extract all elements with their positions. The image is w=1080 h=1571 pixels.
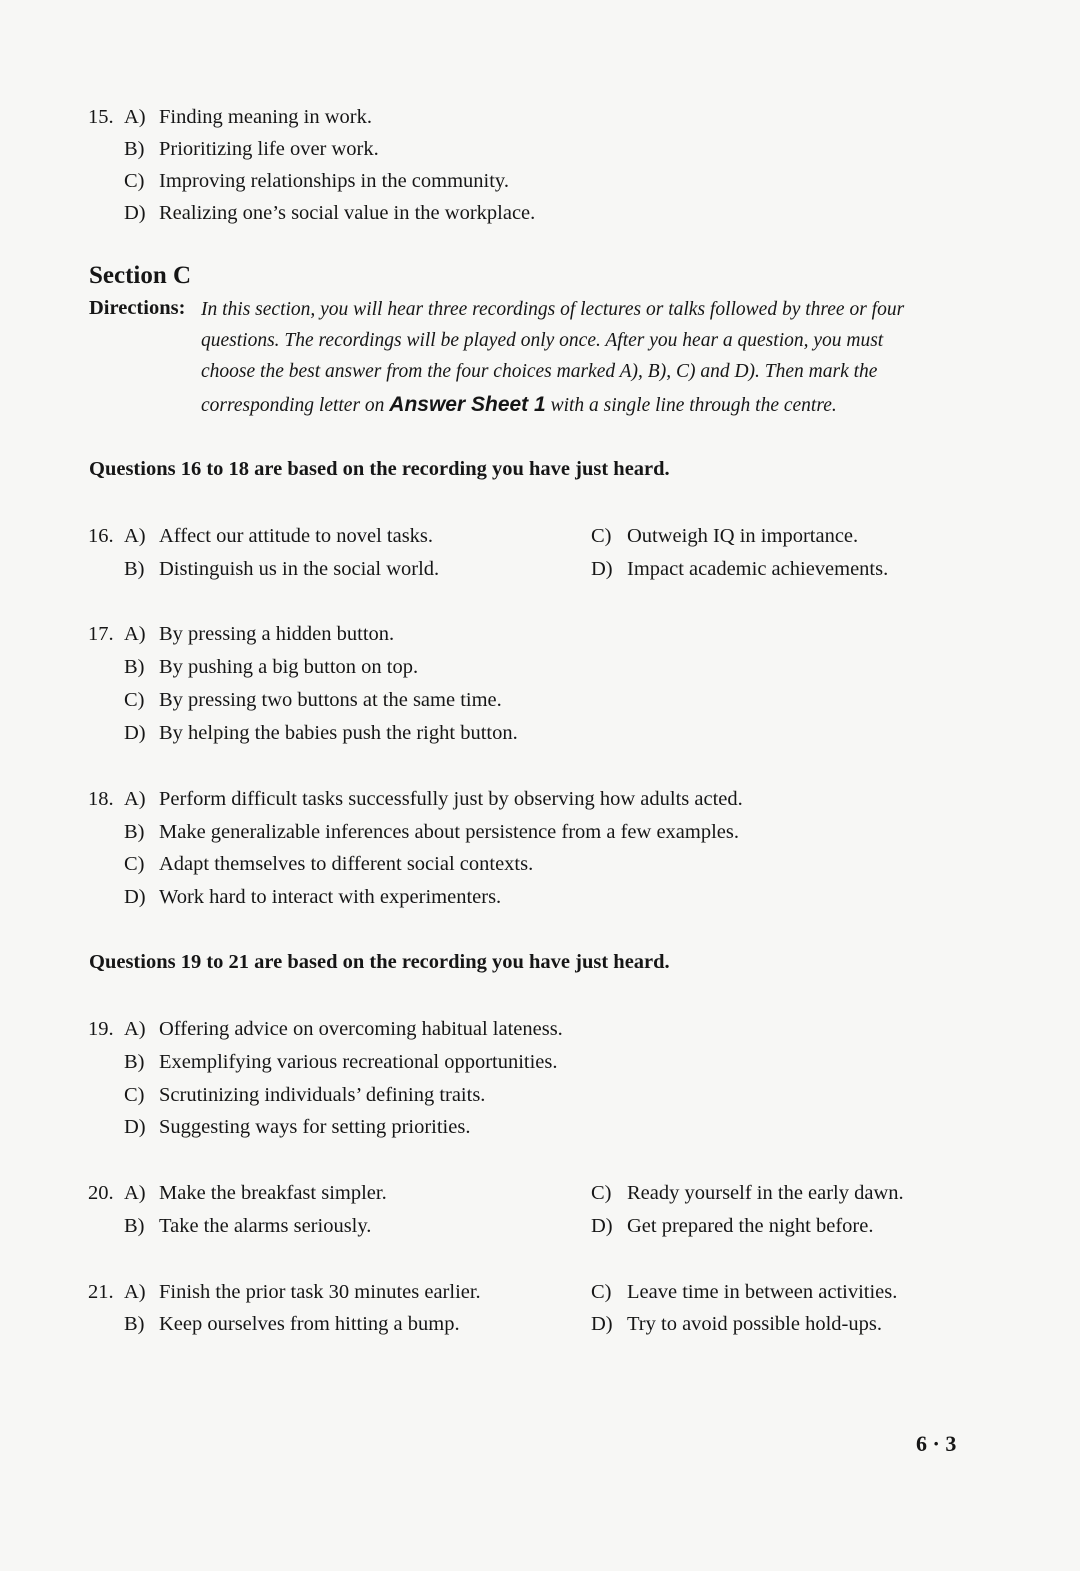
- question-group-header: Questions 19 to 21 are based on the recording you have just heard.: [89, 951, 670, 973]
- option-letter: C): [591, 1281, 612, 1303]
- option-letter: D): [124, 1116, 146, 1138]
- option-letter: C): [124, 1084, 145, 1106]
- option-letter: B): [124, 1313, 145, 1335]
- option-text: Realizing one’s social value in the workplace.: [159, 202, 536, 224]
- option-letter: D): [591, 558, 613, 580]
- option-letter: C): [124, 689, 145, 711]
- directions-text: corresponding letter on: [201, 395, 390, 416]
- option-letter: D): [124, 886, 146, 908]
- option-text: Outweigh IQ in importance.: [627, 525, 859, 547]
- option-text: By pressing two buttons at the same time.: [159, 689, 502, 711]
- option-text: Keep ourselves from hitting a bump.: [159, 1313, 460, 1335]
- option-text: Exemplifying various recreational opportunities.: [159, 1051, 558, 1073]
- option-letter: A): [124, 623, 146, 645]
- option-text: Try to avoid possible hold-ups.: [627, 1313, 882, 1335]
- option-text: Scrutinizing individuals’ defining traits.: [159, 1084, 486, 1106]
- option-letter: A): [124, 788, 146, 810]
- option-letter: C): [591, 1182, 612, 1204]
- option-letter: A): [124, 106, 146, 128]
- option-letter: A): [124, 1182, 146, 1204]
- option-text: Ready yourself in the early dawn.: [627, 1182, 904, 1204]
- option-text: Affect our attitude to novel tasks.: [159, 525, 434, 547]
- answer-sheet-label: Answer Sheet 1: [389, 393, 546, 416]
- question-number: 16.: [88, 525, 114, 547]
- option-text: Finding meaning in work.: [159, 106, 372, 128]
- option-text: Suggesting ways for setting priorities.: [159, 1116, 471, 1138]
- directions-text: with a single line through the centre.: [545, 395, 837, 416]
- option-letter: D): [591, 1313, 613, 1335]
- option-letter: A): [124, 1281, 146, 1303]
- option-text: Take the alarms seriously.: [159, 1215, 372, 1237]
- section-title: Section C: [89, 262, 192, 289]
- question-number: 17.: [88, 623, 114, 645]
- option-text: Improving relationships in the community.: [159, 170, 509, 192]
- directions-line-1: In this section, you will hear three recordings of lectures or talks followed by three or four: [201, 299, 905, 320]
- option-text: Work hard to interact with experimenters.: [159, 886, 502, 908]
- option-text: Make the breakfast simpler.: [159, 1182, 387, 1204]
- option-letter: C): [124, 170, 145, 192]
- option-text: Impact academic achievements.: [627, 558, 889, 580]
- option-letter: D): [124, 722, 146, 744]
- option-text: Leave time in between activities.: [627, 1281, 898, 1303]
- option-text: Perform difficult tasks successfully just by observing how adults acted.: [159, 788, 743, 810]
- question-number: 15.: [88, 106, 114, 128]
- question-group-header: Questions 16 to 18 are based on the recording you have just heard.: [89, 458, 670, 480]
- question-number: 20.: [88, 1182, 114, 1204]
- option-letter: B): [124, 1215, 145, 1237]
- directions-label: Directions:: [89, 297, 186, 319]
- option-letter: D): [124, 202, 146, 224]
- option-letter: C): [124, 853, 145, 875]
- option-letter: C): [591, 525, 612, 547]
- question-number: 18.: [88, 788, 114, 810]
- option-letter: B): [124, 558, 145, 580]
- question-number: 21.: [88, 1281, 114, 1303]
- option-text: Offering advice on overcoming habitual lateness.: [159, 1018, 563, 1040]
- option-letter: A): [124, 1018, 146, 1040]
- option-text: Finish the prior task 30 minutes earlier.: [159, 1281, 481, 1303]
- directions-line-3: choose the best answer from the four choices marked A), B), C) and D). Then mark the: [201, 361, 878, 382]
- option-text: Distinguish us in the social world.: [159, 558, 440, 580]
- option-letter: B): [124, 821, 145, 843]
- directions-line-2: questions. The recordings will be played only once. After you hear a question, you must: [201, 330, 884, 351]
- option-text: By helping the babies push the right button.: [159, 722, 518, 744]
- option-letter: B): [124, 138, 145, 160]
- option-letter: A): [124, 525, 146, 547]
- option-text: By pushing a big button on top.: [159, 656, 419, 678]
- option-text: Get prepared the night before.: [627, 1215, 874, 1237]
- option-letter: D): [591, 1215, 613, 1237]
- directions-line-4: [201, 393, 837, 417]
- option-letter: B): [124, 1051, 145, 1073]
- option-letter: B): [124, 656, 145, 678]
- question-number: 19.: [88, 1018, 114, 1040]
- option-text: Adapt themselves to different social contexts.: [159, 853, 534, 875]
- option-text: Prioritizing life over work.: [159, 138, 379, 160]
- option-text: By pressing a hidden button.: [159, 623, 395, 645]
- option-text: Make generalizable inferences about persistence from a few examples.: [159, 821, 739, 843]
- page-number: 6 · 3: [916, 1431, 957, 1456]
